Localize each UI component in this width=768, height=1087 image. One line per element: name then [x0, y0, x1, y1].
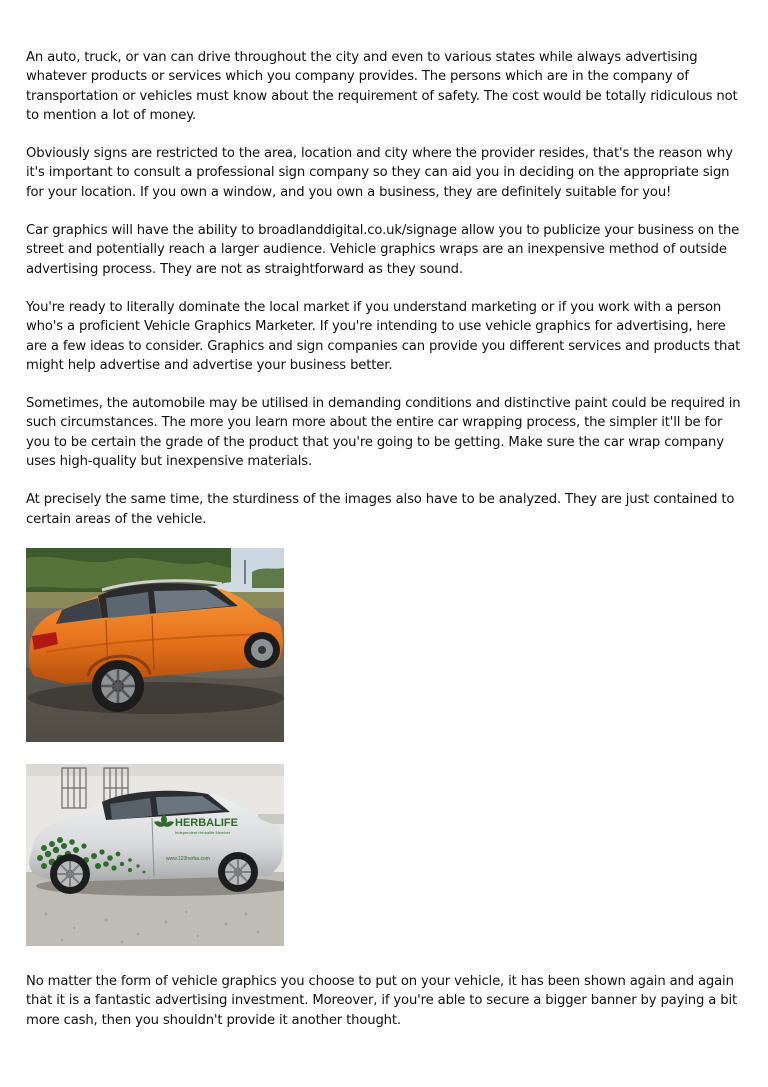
paragraph-5: Sometimes, the automobile may be utilised in demanding conditions and distinctive paint could be required in such circumstances. The more you learn more about the entire car wrapping process, the simpler it'll be for you to be certain the grade of the product that you're going to be getting. Make sure the car wrap company uses high-quality but inexpensive materials. — [26, 396, 741, 470]
paragraph-7: No matter the form of vehicle graphics you choose to put on your vehicle, it has been shown again and again that it is a fantastic advertising investment. Moreover, if you're able to secure a bigger banner by paying a bit more cash, then you shouldn't provide it another thought. — [26, 973, 737, 1028]
herbalife-car-photo — [26, 764, 284, 946]
paragraph-2: Obviously signs are restricted to the area, location and city where the provider resides, that's the reason why it's important to consult a professional sign company so they can aid you in deciding on the appropriate sign for your location. If you own a window, and you own a business, they are definitely suitable for you! — [26, 146, 733, 200]
wrap-url-text: www.123herba.com — [166, 855, 210, 862]
paragraph-1: An auto, truck, or van can drive throughout the city and even to various states while always advertising whatever products or services which you company provides. The persons which are in the company of transportation or vehicles must know about the requirement of safety. The cost would be totally ridiculous not to mention a lot of money. — [26, 50, 738, 123]
wrap-small-text: Independent Herbalife Member — [175, 829, 231, 835]
orange-car-photo — [26, 548, 284, 742]
paragraph-4: You're ready to literally dominate the local market if you understand marketing or if you work with a person who's a proficient Vehicle Graphics Marketer. If you're intending to use vehicle graphics for advertising, here are a few ideas to consider. Graphics and sign companies can provide you different services and products that might help advertise and advertise your business better. — [26, 299, 741, 373]
article-body — [26, 48, 746, 1049]
wrap-brand-text: HERBALIFE — [175, 816, 238, 829]
paragraph-6: At precisely the same time, the sturdiness of the images also have to be analyzed. They are just contained to certain areas of the vehicle. — [26, 492, 735, 527]
paragraph-3: Car graphics will have the ability to broadlanddigital.co.uk/signage allow you to publicize your business on the street and potentially reach a larger audience. Vehicle graphics wraps are an inexpensive method of outside advertising process. They are not as straightforward as they sound. — [26, 223, 740, 277]
